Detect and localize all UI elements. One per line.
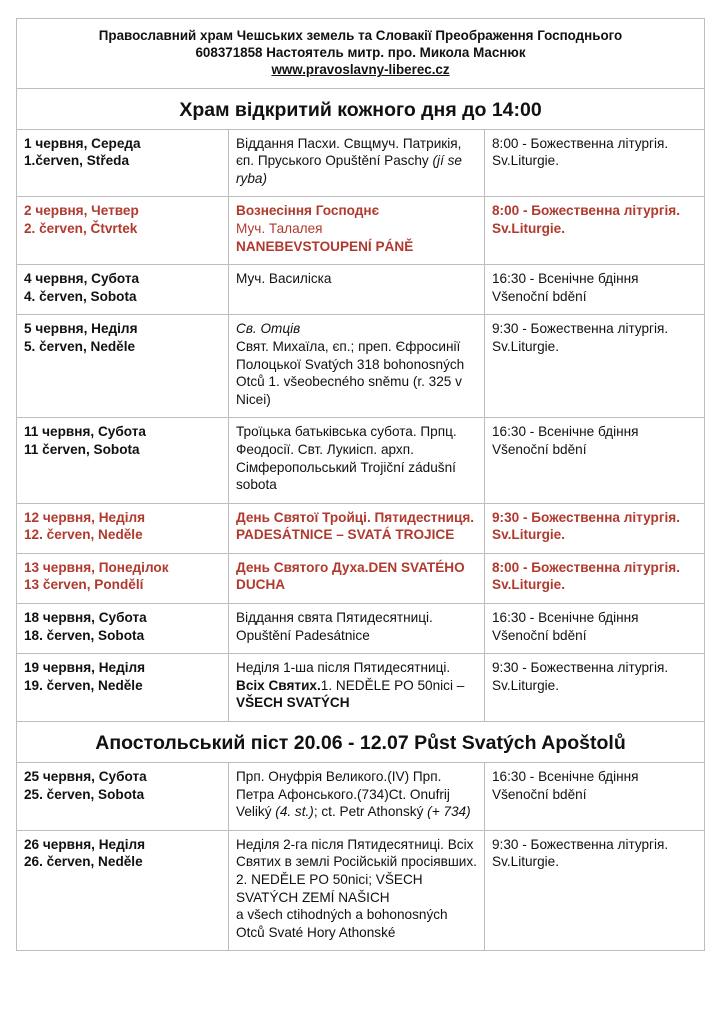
description-note: Св. Отців [236,321,301,337]
fast-banner-text: Апостольський піст 20.06 - 12.07 Půst Svatých Apoštolů [17,722,705,763]
service-cell: 16:30 - Всенічне бдіння Všenoční bdění [485,763,705,831]
feast-title-cz: NANEBEVSTOUPENÍ PÁNĚ [236,238,414,254]
description-text: Свят. Михаїла, єп.; преп. Єфросинії Полоцької Svatých 318 bohonosných Otců 1. všeobecného sněmu (r. 325 v Nicei) [236,338,465,407]
date-cell [17,654,229,722]
table-row [17,197,705,265]
date-ua: 18 червня, Субота [24,610,147,626]
service-cell: 9:30 - Божественна літургія. Sv.Liturgie. [485,503,705,553]
description-text: Неділя 2-га після Пятидесятниці. Всіх Святих в землі Російській просіявших. 2. NEDĚLE PO 50nici; VŠECH SVATÝCH ZEMÍ NAŠICH [236,836,477,905]
table-row [17,418,705,503]
date-cell [17,315,229,418]
church-contact: 608371858 Настоятель митр. прo. Микола Маснюк [195,45,526,61]
date-cell [17,265,229,315]
description-cell: Троїцька батьківська субота. Прпц. Феодосії. Свт. Лукиісп. архп. Сімферопольський Trojiční zádušní sobota [229,418,485,503]
service-cell: 8:00 - Божественна літургія. Sv.Liturgie. [485,129,705,197]
description-cell: Віддання свята Пятидесятниці. Opuštění Padesátnice [229,604,485,654]
open-hours-banner [17,88,705,129]
table-row [17,129,705,197]
table-row [17,503,705,553]
date-ua: 13 червня, Понеділок [24,559,169,575]
description-cell: Муч. Василіска [229,265,485,315]
date-ua: 25 червня, Субота [24,769,147,785]
date-ua: 19 червня, Неділя [24,660,146,676]
date-ua: 11 червня, Субота [24,424,146,440]
schedule-table [16,18,705,951]
feast-title: День Святого Духа.DEN SVATÉHO DUCHA [229,553,485,603]
date-cz: 11 červen, Sobota [24,441,140,457]
date-cz: 5. červen, Neděle [24,338,136,354]
date-cell [17,830,229,951]
description-text: Муч. Талалея [236,220,323,236]
service-cell: 9:30 - Божественна літургія. Sv.Liturgie. [485,315,705,418]
date-cz: 13 červen, Pondělí [24,577,144,593]
date-cz: 26. červen, Neděle [24,854,143,870]
description-cell [229,129,485,197]
website-link[interactable]: www.pravoslavny-liberec.cz [271,62,450,78]
date-ua: 5 червня, Неділя [24,321,138,337]
description-note: (jí se ryba) [236,153,462,186]
date-cell [17,418,229,503]
description-text: 1. NEDĚLE PO 50nici – [320,677,465,693]
service-cell: 8:00 - Божественна літургія. Sv.Liturgie. [485,197,705,265]
church-name: Православний храм Чешських земель та Словакії Преображення Господнього [98,28,623,43]
table-row [17,553,705,603]
service-cell: 9:30 - Божественна літургія. Sv.Liturgie. [485,654,705,722]
description-cell [229,197,485,265]
fast-banner [17,722,705,763]
table-row [17,265,705,315]
date-cz: 18. červen, Sobota [24,627,145,643]
date-ua: 4 червня, Субота [24,271,140,287]
description-cell [229,315,485,418]
date-cz: 2. červen, Čtvrtek [24,220,138,236]
church-header [17,19,705,89]
date-ua: 26 червня, Неділя [24,836,146,852]
table-row [17,830,705,951]
feast-title: День Святої Тройці. Пятидестниця. PADESÁTNICE – SVATÁ TROJICE [229,503,485,553]
date-cell [17,763,229,831]
table-row [17,604,705,654]
table-row [17,315,705,418]
description-text: a všech ctihodných a bohonosných Otců Svaté Hory Athonské [236,907,448,940]
description-text: Прп. Онуфрія Великого.(IV) Прп. Петра Афонського.(734)Ct. Onufrij Veliký [236,769,450,820]
description-text: Неділя 1-ша після Пятидесятниці. [236,660,451,676]
open-hours-text: Храм відкритий кожного дня до 14:00 [17,88,705,129]
date-ua: 2 червня, Четвер [24,203,139,219]
date-cz: 25. červen, Sobota [24,786,145,802]
table-row [17,654,705,722]
service-cell: 16:30 - Всенічне бдіння Všenoční bdění [485,418,705,503]
service-cell: 16:30 - Всенічне бдіння Všenoční bdění [485,604,705,654]
date-cz: 12. červen, Neděle [24,527,143,543]
date-cell [17,503,229,553]
date-ua: 1 червня, Середа [24,135,141,151]
description-cell [229,830,485,951]
description-text: ; ct. Petr Athonský [313,804,428,820]
feast-title: Вознесіння Господнє [236,203,380,219]
feast-title-cz: VŠECH SVATÝCH [236,695,350,711]
date-cz: 19. červen, Neděle [24,677,143,693]
date-cell [17,129,229,197]
service-cell: 16:30 - Всенічне бдіння Všenoční bdění [485,265,705,315]
church-header-cell [17,19,705,89]
date-cell [17,197,229,265]
description-cell [229,763,485,831]
date-cz: 1.červen, Středa [24,153,130,169]
service-cell: 9:30 - Божественна літургія. Sv.Liturgie. [485,830,705,951]
description-note: (+ 734) [427,804,471,820]
feast-title: Всіх Святих. [236,677,321,693]
service-cell: 8:00 - Божественна літургія. Sv.Liturgie. [485,553,705,603]
description-cell [229,654,485,722]
date-ua: 12 червня, Неділя [24,509,146,525]
description-text: Віддання Пасхи. Свщмуч. Патрикія, єп. Пруського Opuštění Paschy [236,135,462,169]
description-note: (4. st.) [275,804,314,820]
table-row [17,763,705,831]
date-cell [17,604,229,654]
date-cz: 4. červen, Sobota [24,288,137,304]
date-cell [17,553,229,603]
